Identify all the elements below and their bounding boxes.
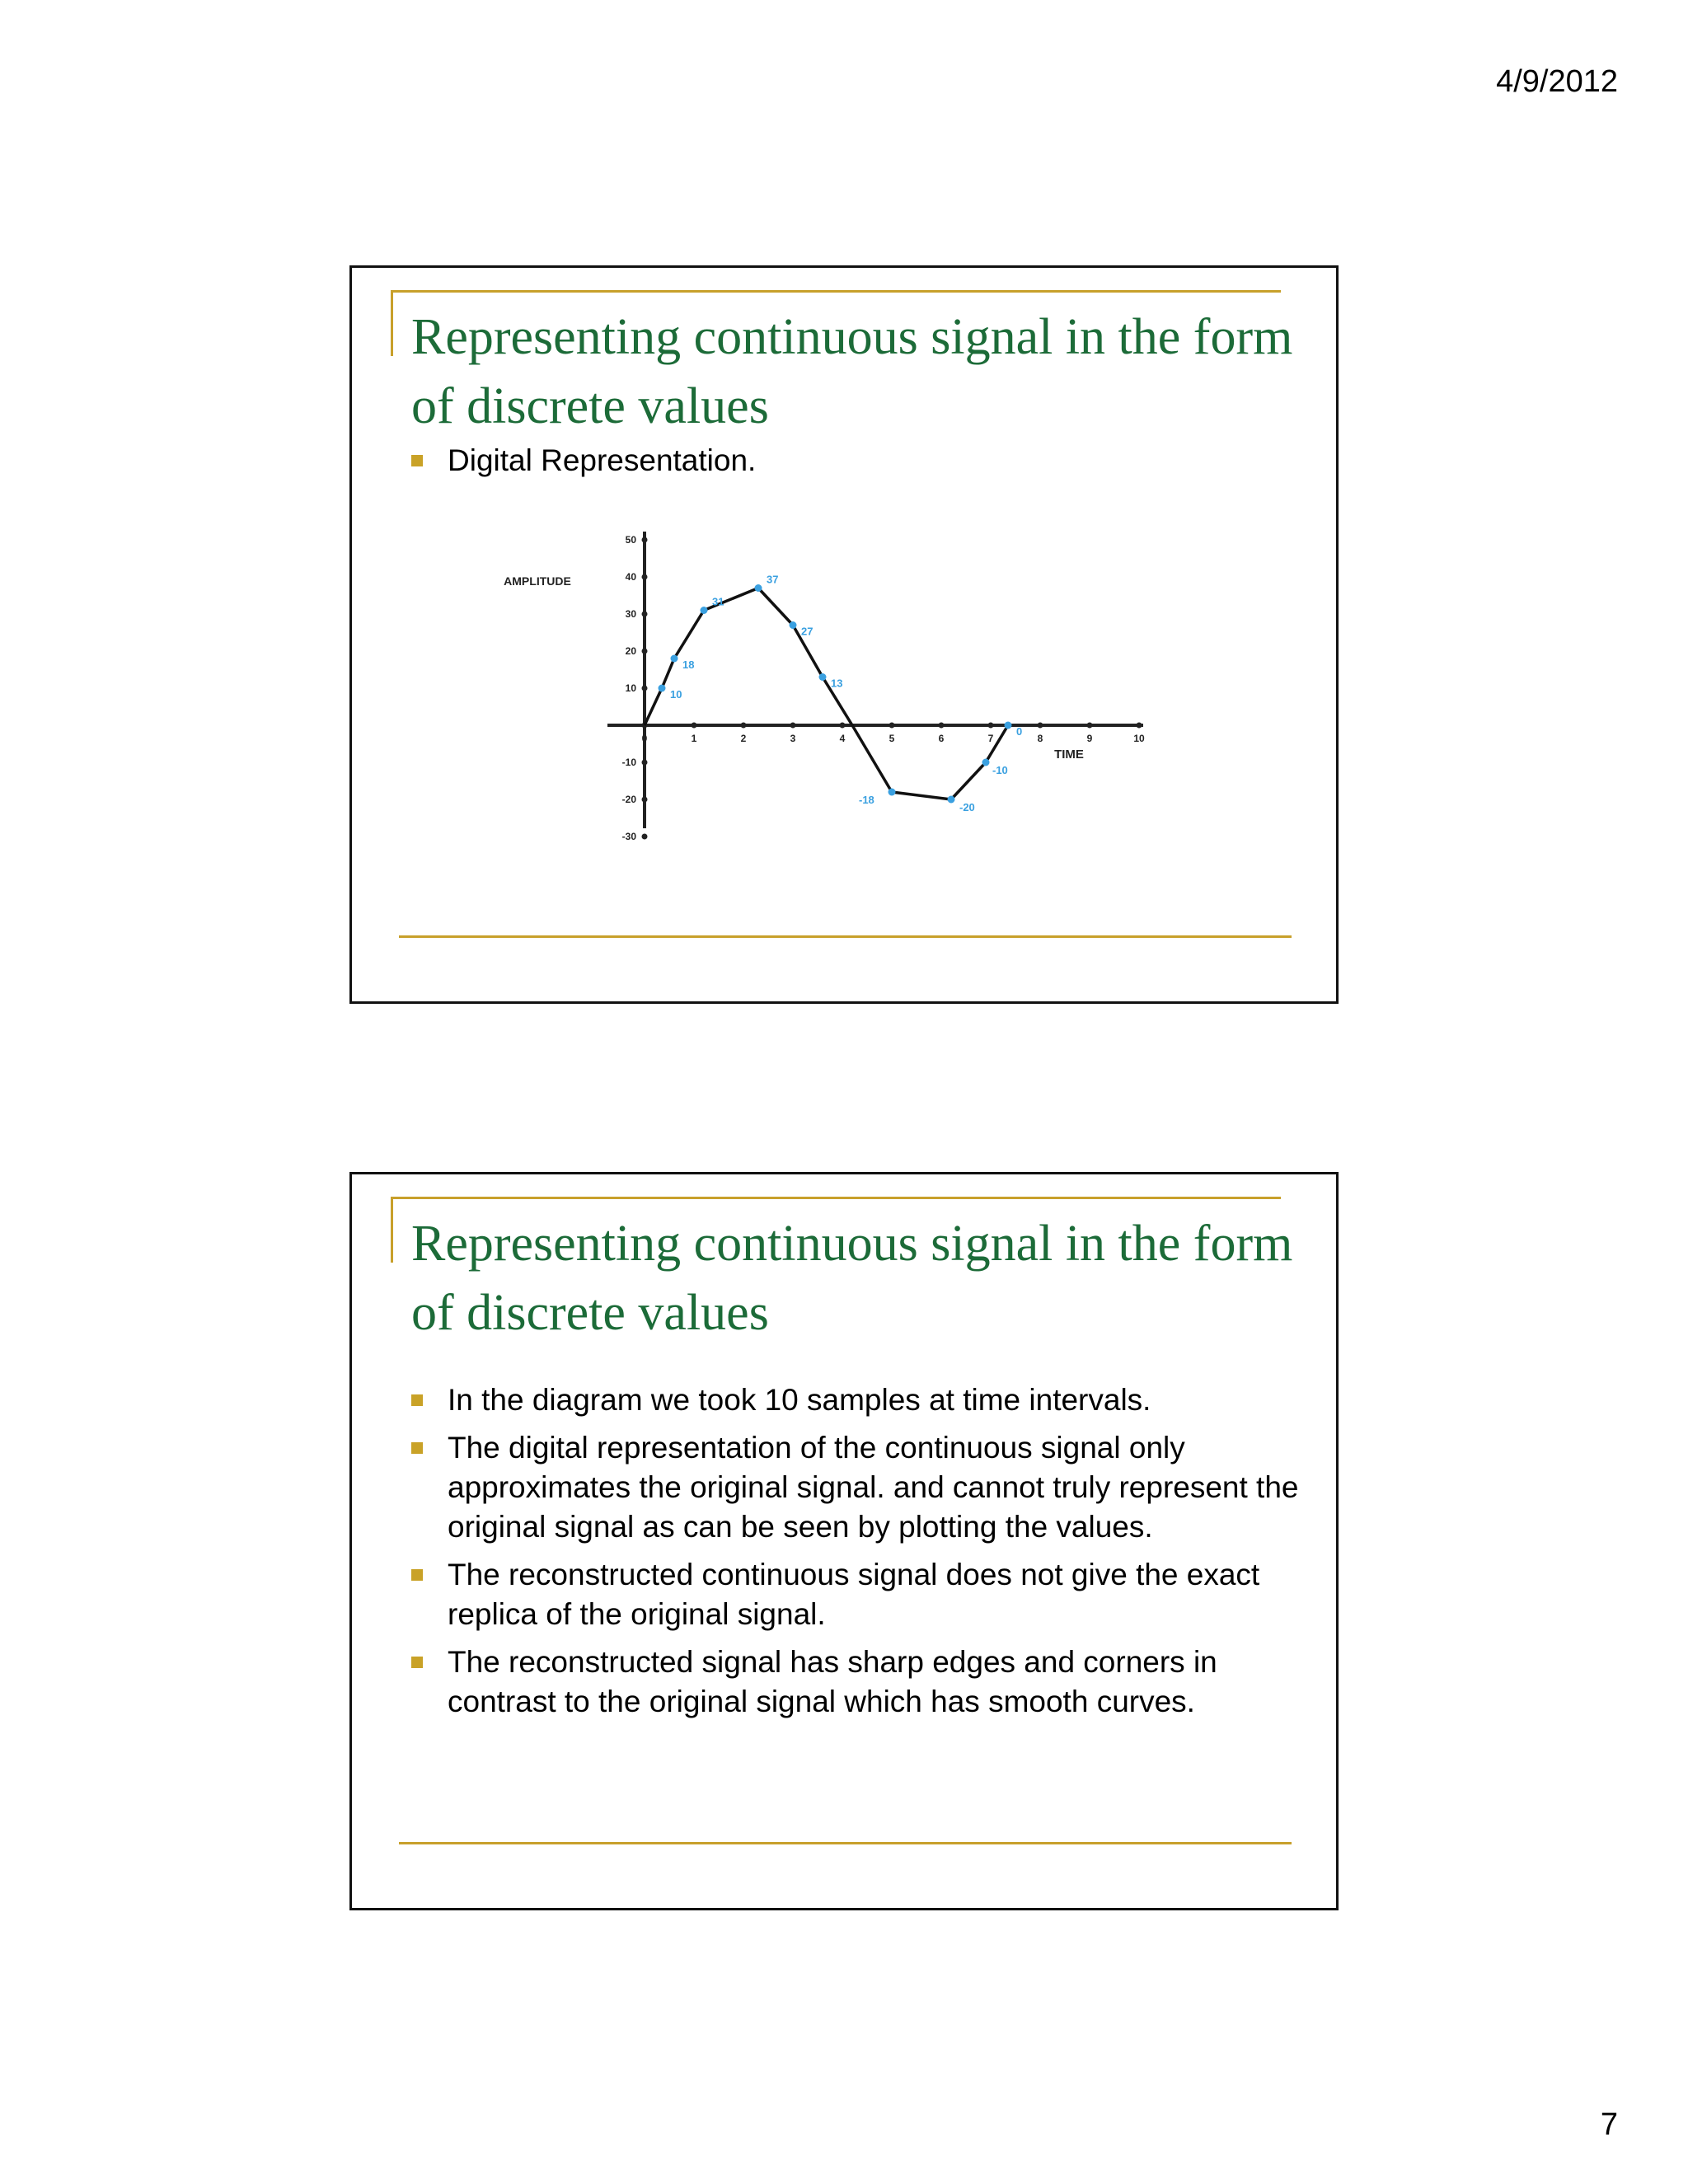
y-tick-mark	[642, 834, 648, 840]
title-accent-line	[391, 1197, 1281, 1199]
sample-value-label: 31	[712, 595, 724, 608]
bullet-list	[411, 441, 1318, 489]
bullet-square-icon	[411, 455, 423, 466]
bullet-text: Digital Representation.	[448, 443, 757, 477]
x-tick-mark	[1038, 723, 1043, 729]
bullet-text: The reconstructed continuous signal does not give the exact replica of the original signal.	[448, 1558, 1260, 1631]
y-tick-mark	[642, 760, 648, 766]
y-tick-mark	[642, 797, 648, 803]
bullet-text: The reconstructed signal has sharp edges and corners in contrast to the original signal which has smooth curves.	[448, 1645, 1217, 1718]
bullet-item	[411, 1643, 1318, 1722]
title-accent-bar	[391, 1197, 393, 1263]
bullet-square-icon	[411, 1657, 423, 1668]
sample-value-label: 18	[682, 658, 695, 671]
slide-title: Representing continuous signal in the form of discrete values	[411, 309, 1293, 434]
sample-point	[1005, 722, 1012, 729]
y-tick-mark	[642, 649, 648, 654]
x-tick-label: 0	[641, 733, 648, 744]
bullet-item	[411, 1555, 1318, 1634]
x-tick-label: 2	[740, 733, 747, 744]
bullet-item	[411, 1380, 1318, 1420]
bullet-text: In the diagram we took 10 samples at time intervals.	[448, 1383, 1151, 1417]
sample-point	[819, 673, 827, 681]
y-tick-mark	[642, 686, 648, 691]
x-tick-mark	[1137, 723, 1142, 729]
y-tick-label: 40	[625, 571, 636, 583]
bullet-list	[411, 1380, 1318, 1730]
sample-value-label: 13	[831, 677, 843, 690]
y-tick-label: 30	[625, 608, 636, 620]
y-tick-mark	[642, 537, 648, 543]
footer-accent-line	[399, 1842, 1292, 1844]
sample-point	[889, 789, 896, 796]
sample-value-label: -20	[959, 801, 975, 813]
bullet-text: The digital representation of the continuous signal only approximates the original signal. and cannot truly represent the original signal as can be seen by plotting the values.	[448, 1431, 1299, 1544]
slide-1	[349, 265, 1339, 1004]
page-date: 4/9/2012	[1496, 64, 1618, 99]
bullet-square-icon	[411, 1442, 423, 1454]
slide-2	[349, 1172, 1339, 1910]
signal-chart	[443, 490, 1151, 923]
slide-title: Representing continuous signal in the form of discrete values	[411, 1216, 1293, 1341]
x-tick-mark	[1087, 723, 1093, 729]
x-tick-label: 1	[691, 733, 697, 744]
y-tick-label: 20	[625, 645, 636, 657]
x-axis-label: TIME	[1054, 748, 1084, 762]
y-tick-label: 10	[625, 682, 636, 694]
sample-point	[755, 584, 762, 592]
sample-value-label: -10	[992, 764, 1008, 776]
bullet-square-icon	[411, 1569, 423, 1581]
sample-point	[659, 685, 666, 692]
sample-value-label: 10	[670, 688, 682, 701]
sample-point	[701, 607, 708, 614]
y-axis-label: AMPLITUDE	[504, 574, 571, 588]
sample-value-label: 37	[767, 573, 779, 586]
x-tick-mark	[939, 723, 945, 729]
bullet-square-icon	[411, 1394, 423, 1406]
bullet-item	[411, 441, 1318, 480]
x-tick-label: 10	[1133, 733, 1145, 744]
sample-value-label: -18	[859, 794, 874, 806]
sample-point	[790, 621, 797, 629]
y-tick-label: -20	[621, 794, 636, 805]
x-tick-label: 9	[1086, 733, 1093, 744]
x-tick-mark	[988, 723, 994, 729]
signal-line	[645, 588, 1008, 800]
y-tick-label: -30	[621, 831, 636, 842]
x-tick-label: 3	[790, 733, 796, 744]
bullet-item	[411, 1428, 1318, 1547]
y-tick-label: -10	[621, 757, 636, 768]
y-tick-mark	[642, 612, 648, 617]
sample-point	[982, 759, 990, 766]
x-tick-mark	[889, 723, 895, 729]
x-tick-mark	[692, 723, 697, 729]
y-tick-label: 50	[625, 534, 636, 546]
sample-point	[671, 655, 678, 663]
x-tick-mark	[741, 723, 747, 729]
x-tick-label: 8	[1037, 733, 1043, 744]
x-tick-mark	[790, 723, 796, 729]
x-tick-mark	[840, 723, 846, 729]
x-tick-label: 7	[987, 733, 994, 744]
x-tick-label: 4	[839, 733, 846, 744]
title-accent-line	[391, 290, 1281, 293]
page-number: 7	[1600, 2107, 1618, 2142]
y-tick-mark	[642, 574, 648, 580]
title-accent-bar	[391, 290, 393, 356]
x-tick-label: 5	[889, 733, 895, 744]
sample-value-label: 27	[801, 625, 814, 638]
sample-value-label: 0	[1016, 725, 1023, 738]
signal-chart-svg	[443, 490, 1151, 919]
sample-point	[948, 796, 955, 804]
footer-accent-line	[399, 935, 1292, 938]
x-tick-label: 6	[938, 733, 945, 744]
